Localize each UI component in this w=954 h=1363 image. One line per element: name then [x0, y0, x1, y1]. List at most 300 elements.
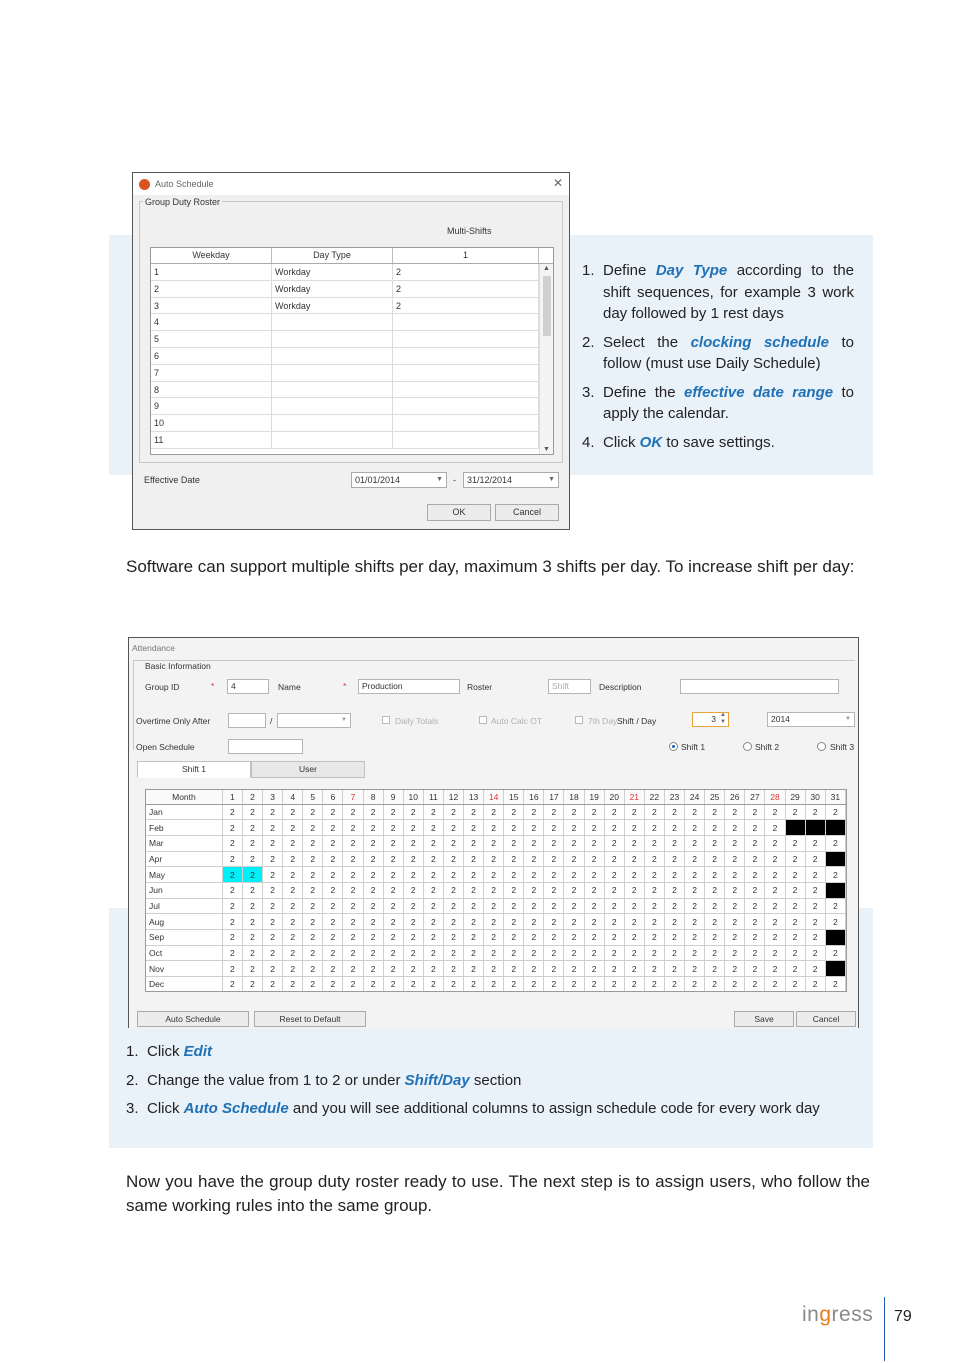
schedule-cell[interactable]: 2 — [745, 882, 765, 898]
day-type-cell[interactable] — [272, 382, 393, 398]
shift-cell[interactable]: 2 — [393, 298, 539, 314]
schedule-cell[interactable]: 2 — [564, 851, 584, 867]
schedule-cell[interactable]: 2 — [443, 945, 463, 961]
schedule-cell[interactable]: 2 — [343, 851, 363, 867]
schedule-cell[interactable]: 2 — [785, 804, 805, 820]
schedule-cell[interactable]: 2 — [644, 804, 664, 820]
schedule-cell[interactable]: 2 — [564, 882, 584, 898]
schedule-cell[interactable]: 2 — [363, 804, 383, 820]
day-type-cell[interactable]: Workday — [272, 281, 393, 297]
shift-cell[interactable] — [393, 415, 539, 431]
schedule-cell[interactable]: 2 — [343, 804, 363, 820]
table-row[interactable] — [151, 331, 553, 348]
schedule-cell[interactable]: 2 — [242, 930, 262, 946]
schedule-cell[interactable]: 2 — [604, 977, 624, 992]
group-id-field[interactable]: 4 — [227, 679, 269, 694]
schedule-cell[interactable]: 2 — [283, 867, 303, 883]
schedule-cell[interactable]: 2 — [443, 882, 463, 898]
schedule-cell[interactable]: 2 — [383, 882, 403, 898]
schedule-cell[interactable]: 2 — [544, 835, 564, 851]
schedule-cell[interactable]: 2 — [504, 882, 524, 898]
schedule-cell[interactable]: 2 — [725, 882, 745, 898]
overtime-select[interactable] — [277, 713, 351, 728]
schedule-cell[interactable]: 2 — [484, 820, 504, 836]
schedule-cell[interactable]: 2 — [504, 930, 524, 946]
schedule-cell[interactable]: 2 — [242, 851, 262, 867]
schedule-cell[interactable]: 2 — [303, 804, 323, 820]
schedule-cell[interactable]: 2 — [423, 961, 443, 977]
day-type-cell[interactable] — [272, 348, 393, 364]
stepper-arrows-icon[interactable]: ▲ ▼ — [720, 712, 726, 725]
daily-totals-checkbox[interactable] — [382, 716, 390, 724]
schedule-cell[interactable]: 2 — [222, 961, 242, 977]
schedule-cell[interactable]: 2 — [383, 945, 403, 961]
schedule-cell[interactable]: 2 — [443, 835, 463, 851]
schedule-cell[interactable]: 2 — [785, 945, 805, 961]
schedule-cell[interactable]: 2 — [263, 820, 283, 836]
schedule-cell[interactable]: 2 — [604, 820, 624, 836]
schedule-cell[interactable]: 2 — [785, 882, 805, 898]
day-type-cell[interactable] — [272, 432, 393, 448]
shift-cell[interactable]: 2 — [393, 281, 539, 297]
schedule-cell[interactable]: 2 — [564, 977, 584, 992]
schedule-cell[interactable]: 2 — [363, 820, 383, 836]
schedule-cell[interactable]: 2 — [564, 961, 584, 977]
schedule-cell[interactable]: 2 — [544, 945, 564, 961]
invalid-day-cell[interactable] — [785, 820, 805, 836]
schedule-cell[interactable]: 2 — [604, 898, 624, 914]
schedule-cell[interactable]: 2 — [464, 898, 484, 914]
schedule-cell[interactable]: 2 — [524, 851, 544, 867]
schedule-cell[interactable]: 2 — [524, 804, 544, 820]
schedule-cell[interactable]: 2 — [464, 867, 484, 883]
schedule-cell[interactable]: 2 — [222, 835, 242, 851]
schedule-cell[interactable]: 2 — [423, 977, 443, 992]
schedule-cell[interactable]: 2 — [765, 898, 785, 914]
schedule-cell[interactable]: 2 — [323, 898, 343, 914]
schedule-cell[interactable]: 2 — [423, 930, 443, 946]
schedule-cell[interactable]: 2 — [825, 914, 845, 930]
schedule-cell[interactable]: 2 — [584, 835, 604, 851]
schedule-cell[interactable]: 2 — [725, 835, 745, 851]
ok-button[interactable]: OK — [427, 504, 491, 521]
schedule-cell[interactable]: 2 — [242, 867, 262, 883]
schedule-cell[interactable]: 2 — [705, 867, 725, 883]
schedule-cell[interactable]: 2 — [423, 820, 443, 836]
schedule-cell[interactable]: 2 — [464, 977, 484, 992]
schedule-cell[interactable]: 2 — [504, 851, 524, 867]
schedule-cell[interactable]: 2 — [423, 914, 443, 930]
schedule-cell[interactable]: 2 — [443, 898, 463, 914]
schedule-cell[interactable]: 2 — [403, 835, 423, 851]
schedule-cell[interactable]: 2 — [242, 914, 262, 930]
schedule-cell[interactable]: 2 — [222, 804, 242, 820]
schedule-cell[interactable]: 2 — [624, 851, 644, 867]
schedule-cell[interactable]: 2 — [664, 977, 684, 992]
schedule-cell[interactable]: 2 — [765, 867, 785, 883]
schedule-cell[interactable]: 2 — [785, 835, 805, 851]
schedule-cell[interactable]: 2 — [263, 961, 283, 977]
schedule-cell[interactable]: 2 — [765, 945, 785, 961]
schedule-cell[interactable]: 2 — [644, 898, 664, 914]
schedule-cell[interactable]: 2 — [343, 867, 363, 883]
table-row[interactable] — [151, 264, 553, 281]
schedule-cell[interactable]: 2 — [383, 820, 403, 836]
schedule-cell[interactable]: 2 — [685, 882, 705, 898]
schedule-cell[interactable]: 2 — [524, 930, 544, 946]
schedule-cell[interactable]: 2 — [644, 867, 664, 883]
reset-default-button[interactable]: Reset to Default — [254, 1011, 366, 1027]
schedule-cell[interactable]: 2 — [504, 961, 524, 977]
schedule-cell[interactable]: 2 — [263, 867, 283, 883]
schedule-cell[interactable]: 2 — [423, 835, 443, 851]
schedule-cell[interactable]: 2 — [705, 961, 725, 977]
shift-3-radio[interactable] — [817, 742, 826, 751]
day-type-cell[interactable] — [272, 314, 393, 330]
schedule-cell[interactable]: 2 — [263, 945, 283, 961]
schedule-cell[interactable]: 2 — [242, 898, 262, 914]
auto-schedule-button[interactable]: Auto Schedule — [137, 1011, 249, 1027]
day-type-cell[interactable] — [272, 331, 393, 347]
invalid-day-cell[interactable] — [825, 961, 845, 977]
schedule-cell[interactable]: 2 — [222, 898, 242, 914]
schedule-cell[interactable]: 2 — [504, 804, 524, 820]
schedule-cell[interactable]: 2 — [644, 882, 664, 898]
schedule-cell[interactable]: 2 — [403, 961, 423, 977]
auto-calc-checkbox[interactable] — [479, 716, 487, 724]
schedule-cell[interactable]: 2 — [644, 961, 664, 977]
schedule-cell[interactable]: 2 — [343, 977, 363, 992]
schedule-cell[interactable]: 2 — [484, 945, 504, 961]
schedule-cell[interactable]: 2 — [263, 930, 283, 946]
schedule-cell[interactable]: 2 — [825, 804, 845, 820]
schedule-cell[interactable]: 2 — [584, 851, 604, 867]
schedule-cell[interactable]: 2 — [544, 867, 564, 883]
schedule-cell[interactable]: 2 — [765, 835, 785, 851]
schedule-cell[interactable]: 2 — [242, 961, 262, 977]
schedule-cell[interactable]: 2 — [504, 945, 524, 961]
schedule-cell[interactable]: 2 — [323, 961, 343, 977]
schedule-cell[interactable]: 2 — [705, 898, 725, 914]
schedule-cell[interactable]: 2 — [685, 914, 705, 930]
schedule-cell[interactable]: 2 — [745, 898, 765, 914]
table-row[interactable] — [151, 348, 553, 365]
schedule-cell[interactable]: 2 — [283, 804, 303, 820]
schedule-cell[interactable]: 2 — [383, 867, 403, 883]
shift-cell[interactable] — [393, 348, 539, 364]
schedule-cell[interactable]: 2 — [383, 898, 403, 914]
schedule-cell[interactable]: 2 — [242, 945, 262, 961]
schedule-cell[interactable]: 2 — [584, 945, 604, 961]
schedule-cell[interactable]: 2 — [805, 945, 825, 961]
schedule-cell[interactable]: 2 — [263, 882, 283, 898]
schedule-cell[interactable]: 2 — [805, 851, 825, 867]
schedule-cell[interactable]: 2 — [825, 977, 845, 992]
open-schedule-field[interactable] — [228, 739, 303, 754]
schedule-cell[interactable]: 2 — [725, 914, 745, 930]
invalid-day-cell[interactable] — [805, 820, 825, 836]
table-row[interactable] — [151, 415, 553, 432]
schedule-cell[interactable]: 2 — [604, 914, 624, 930]
schedule-cell[interactable]: 2 — [524, 961, 544, 977]
schedule-cell[interactable]: 2 — [242, 977, 262, 992]
schedule-cell[interactable]: 2 — [745, 945, 765, 961]
schedule-cell[interactable]: 2 — [604, 835, 624, 851]
schedule-cell[interactable]: 2 — [443, 820, 463, 836]
schedule-cell[interactable]: 2 — [664, 851, 684, 867]
schedule-cell[interactable]: 2 — [303, 945, 323, 961]
schedule-cell[interactable]: 2 — [524, 945, 544, 961]
schedule-cell[interactable]: 2 — [484, 835, 504, 851]
shift-cell[interactable]: 2 — [393, 264, 539, 280]
schedule-cell[interactable]: 2 — [584, 914, 604, 930]
schedule-cell[interactable]: 2 — [263, 851, 283, 867]
schedule-cell[interactable]: 2 — [423, 851, 443, 867]
schedule-cell[interactable]: 2 — [745, 930, 765, 946]
schedule-cell[interactable]: 2 — [785, 898, 805, 914]
schedule-cell[interactable]: 2 — [464, 804, 484, 820]
shift-cell[interactable] — [393, 314, 539, 330]
schedule-cell[interactable]: 2 — [664, 804, 684, 820]
schedule-cell[interactable]: 2 — [363, 930, 383, 946]
schedule-cell[interactable]: 2 — [705, 851, 725, 867]
schedule-cell[interactable]: 2 — [363, 882, 383, 898]
schedule-cell[interactable]: 2 — [685, 898, 705, 914]
description-field[interactable] — [680, 679, 839, 694]
schedule-cell[interactable]: 2 — [524, 977, 544, 992]
table-row[interactable] — [151, 398, 553, 415]
schedule-cell[interactable]: 2 — [805, 867, 825, 883]
schedule-cell[interactable]: 2 — [584, 930, 604, 946]
shift-day-stepper[interactable] — [692, 712, 729, 727]
schedule-cell[interactable]: 2 — [564, 945, 584, 961]
schedule-cell[interactable]: 2 — [624, 977, 644, 992]
tab-user[interactable]: User — [251, 761, 365, 778]
schedule-cell[interactable]: 2 — [624, 882, 644, 898]
schedule-cell[interactable]: 2 — [785, 914, 805, 930]
schedule-cell[interactable]: 2 — [423, 898, 443, 914]
table-row[interactable] — [151, 432, 553, 449]
schedule-cell[interactable]: 2 — [504, 977, 524, 992]
schedule-cell[interactable]: 2 — [825, 945, 845, 961]
shift-1-radio[interactable] — [669, 742, 678, 751]
schedule-cell[interactable]: 2 — [242, 882, 262, 898]
schedule-cell[interactable]: 2 — [805, 930, 825, 946]
schedule-cell[interactable]: 2 — [303, 914, 323, 930]
schedule-cell[interactable]: 2 — [484, 804, 504, 820]
schedule-cell[interactable]: 2 — [564, 804, 584, 820]
schedule-cell[interactable]: 2 — [624, 945, 644, 961]
schedule-cell[interactable]: 2 — [765, 851, 785, 867]
schedule-cell[interactable]: 2 — [604, 930, 624, 946]
schedule-cell[interactable]: 2 — [443, 867, 463, 883]
schedule-cell[interactable]: 2 — [303, 930, 323, 946]
schedule-cell[interactable]: 2 — [303, 867, 323, 883]
schedule-cell[interactable]: 2 — [664, 961, 684, 977]
cancel-button[interactable]: Cancel — [796, 1011, 856, 1027]
schedule-cell[interactable]: 2 — [283, 835, 303, 851]
schedule-cell[interactable]: 2 — [524, 867, 544, 883]
schedule-cell[interactable]: 2 — [242, 820, 262, 836]
schedule-cell[interactable]: 2 — [725, 961, 745, 977]
schedule-cell[interactable]: 2 — [664, 914, 684, 930]
invalid-day-cell[interactable] — [825, 882, 845, 898]
schedule-cell[interactable]: 2 — [664, 945, 684, 961]
schedule-cell[interactable]: 2 — [263, 835, 283, 851]
day-type-cell[interactable] — [272, 415, 393, 431]
invalid-day-cell[interactable] — [825, 820, 845, 836]
schedule-cell[interactable]: 2 — [604, 961, 624, 977]
table-row[interactable] — [151, 314, 553, 331]
schedule-cell[interactable]: 2 — [383, 851, 403, 867]
schedule-cell[interactable]: 2 — [443, 930, 463, 946]
schedule-cell[interactable]: 2 — [564, 820, 584, 836]
schedule-cell[interactable]: 2 — [343, 961, 363, 977]
schedule-cell[interactable]: 2 — [504, 898, 524, 914]
schedule-cell[interactable]: 2 — [745, 961, 765, 977]
schedule-cell[interactable]: 2 — [644, 820, 664, 836]
schedule-cell[interactable]: 2 — [443, 804, 463, 820]
schedule-cell[interactable]: 2 — [423, 945, 443, 961]
schedule-cell[interactable]: 2 — [504, 914, 524, 930]
save-button[interactable]: Save — [734, 1011, 794, 1027]
schedule-cell[interactable]: 2 — [604, 882, 624, 898]
schedule-cell[interactable]: 2 — [564, 867, 584, 883]
schedule-cell[interactable]: 2 — [303, 882, 323, 898]
table-row[interactable] — [151, 281, 553, 298]
day-type-cell[interactable]: Workday — [272, 298, 393, 314]
schedule-cell[interactable]: 2 — [564, 930, 584, 946]
schedule-cell[interactable]: 2 — [705, 914, 725, 930]
schedule-cell[interactable]: 2 — [363, 961, 383, 977]
shift-cell[interactable] — [393, 365, 539, 381]
schedule-cell[interactable]: 2 — [664, 898, 684, 914]
schedule-cell[interactable]: 2 — [544, 820, 564, 836]
schedule-cell[interactable]: 2 — [343, 820, 363, 836]
schedule-cell[interactable]: 2 — [604, 867, 624, 883]
roster-field[interactable]: Shift — [548, 679, 591, 694]
schedule-cell[interactable]: 2 — [805, 898, 825, 914]
schedule-cell[interactable]: 2 — [403, 977, 423, 992]
schedule-cell[interactable]: 2 — [725, 945, 745, 961]
schedule-cell[interactable]: 2 — [464, 835, 484, 851]
schedule-cell[interactable]: 2 — [685, 977, 705, 992]
schedule-cell[interactable]: 2 — [805, 835, 825, 851]
schedule-cell[interactable]: 2 — [644, 851, 664, 867]
schedule-cell[interactable]: 2 — [363, 851, 383, 867]
schedule-cell[interactable]: 2 — [584, 961, 604, 977]
schedule-cell[interactable]: 2 — [343, 945, 363, 961]
schedule-cell[interactable]: 2 — [604, 851, 624, 867]
schedule-cell[interactable]: 2 — [664, 820, 684, 836]
schedule-cell[interactable]: 2 — [383, 804, 403, 820]
schedule-cell[interactable]: 2 — [685, 867, 705, 883]
schedule-cell[interactable]: 2 — [745, 804, 765, 820]
schedule-cell[interactable]: 2 — [644, 914, 664, 930]
schedule-cell[interactable]: 2 — [343, 930, 363, 946]
schedule-cell[interactable]: 2 — [323, 977, 343, 992]
scroll-up-icon[interactable]: ▲ — [543, 265, 550, 272]
schedule-cell[interactable]: 2 — [805, 977, 825, 992]
schedule-cell[interactable]: 2 — [765, 882, 785, 898]
schedule-cell[interactable]: 2 — [725, 930, 745, 946]
date-to-picker[interactable] — [463, 472, 559, 488]
schedule-cell[interactable]: 2 — [403, 820, 423, 836]
schedule-cell[interactable]: 2 — [403, 945, 423, 961]
schedule-cell[interactable]: 2 — [624, 867, 644, 883]
schedule-cell[interactable]: 2 — [524, 898, 544, 914]
schedule-cell[interactable]: 2 — [484, 867, 504, 883]
schedule-cell[interactable]: 2 — [464, 914, 484, 930]
schedule-cell[interactable]: 2 — [363, 977, 383, 992]
schedule-cell[interactable]: 2 — [504, 867, 524, 883]
shift-cell[interactable] — [393, 382, 539, 398]
schedule-cell[interactable]: 2 — [464, 820, 484, 836]
schedule-cell[interactable]: 2 — [484, 898, 504, 914]
schedule-cell[interactable]: 2 — [524, 835, 544, 851]
schedule-cell[interactable]: 2 — [303, 851, 323, 867]
schedule-cell[interactable]: 2 — [544, 898, 564, 914]
schedule-cell[interactable]: 2 — [423, 882, 443, 898]
schedule-cell[interactable]: 2 — [544, 914, 564, 930]
schedule-cell[interactable]: 2 — [443, 977, 463, 992]
schedule-cell[interactable]: 2 — [222, 977, 242, 992]
schedule-cell[interactable]: 2 — [685, 820, 705, 836]
schedule-cell[interactable]: 2 — [765, 930, 785, 946]
schedule-cell[interactable]: 2 — [624, 820, 644, 836]
schedule-cell[interactable]: 2 — [624, 914, 644, 930]
schedule-cell[interactable]: 2 — [464, 930, 484, 946]
schedule-cell[interactable]: 2 — [242, 835, 262, 851]
cancel-button[interactable]: Cancel — [495, 504, 559, 521]
table-row[interactable] — [151, 298, 553, 315]
schedule-cell[interactable]: 2 — [383, 930, 403, 946]
schedule-cell[interactable]: 2 — [544, 977, 564, 992]
schedule-cell[interactable]: 2 — [283, 945, 303, 961]
schedule-cell[interactable]: 2 — [222, 930, 242, 946]
schedule-cell[interactable]: 2 — [825, 835, 845, 851]
schedule-cell[interactable]: 2 — [685, 930, 705, 946]
schedule-cell[interactable]: 2 — [323, 804, 343, 820]
schedule-cell[interactable]: 2 — [644, 977, 664, 992]
schedule-cell[interactable]: 2 — [383, 835, 403, 851]
schedule-cell[interactable]: 2 — [564, 835, 584, 851]
schedule-cell[interactable]: 2 — [343, 914, 363, 930]
schedule-cell[interactable]: 2 — [263, 898, 283, 914]
shift-2-radio[interactable] — [743, 742, 752, 751]
seventh-day-checkbox[interactable] — [575, 716, 583, 724]
schedule-cell[interactable]: 2 — [765, 914, 785, 930]
schedule-cell[interactable]: 2 — [303, 977, 323, 992]
schedule-cell[interactable]: 2 — [705, 945, 725, 961]
schedule-cell[interactable]: 2 — [664, 882, 684, 898]
overtime-hours-field[interactable] — [228, 713, 266, 728]
schedule-cell[interactable]: 2 — [725, 851, 745, 867]
schedule-cell[interactable]: 2 — [323, 930, 343, 946]
schedule-cell[interactable]: 2 — [484, 930, 504, 946]
schedule-cell[interactable]: 2 — [464, 961, 484, 977]
schedule-cell[interactable]: 2 — [604, 804, 624, 820]
schedule-cell[interactable]: 2 — [685, 851, 705, 867]
schedule-cell[interactable]: 2 — [443, 851, 463, 867]
schedule-cell[interactable]: 2 — [283, 851, 303, 867]
schedule-cell[interactable]: 2 — [383, 914, 403, 930]
schedule-cell[interactable]: 2 — [685, 804, 705, 820]
schedule-cell[interactable]: 2 — [564, 898, 584, 914]
schedule-cell[interactable]: 2 — [323, 914, 343, 930]
schedule-cell[interactable]: 2 — [544, 930, 564, 946]
schedule-cell[interactable]: 2 — [263, 977, 283, 992]
